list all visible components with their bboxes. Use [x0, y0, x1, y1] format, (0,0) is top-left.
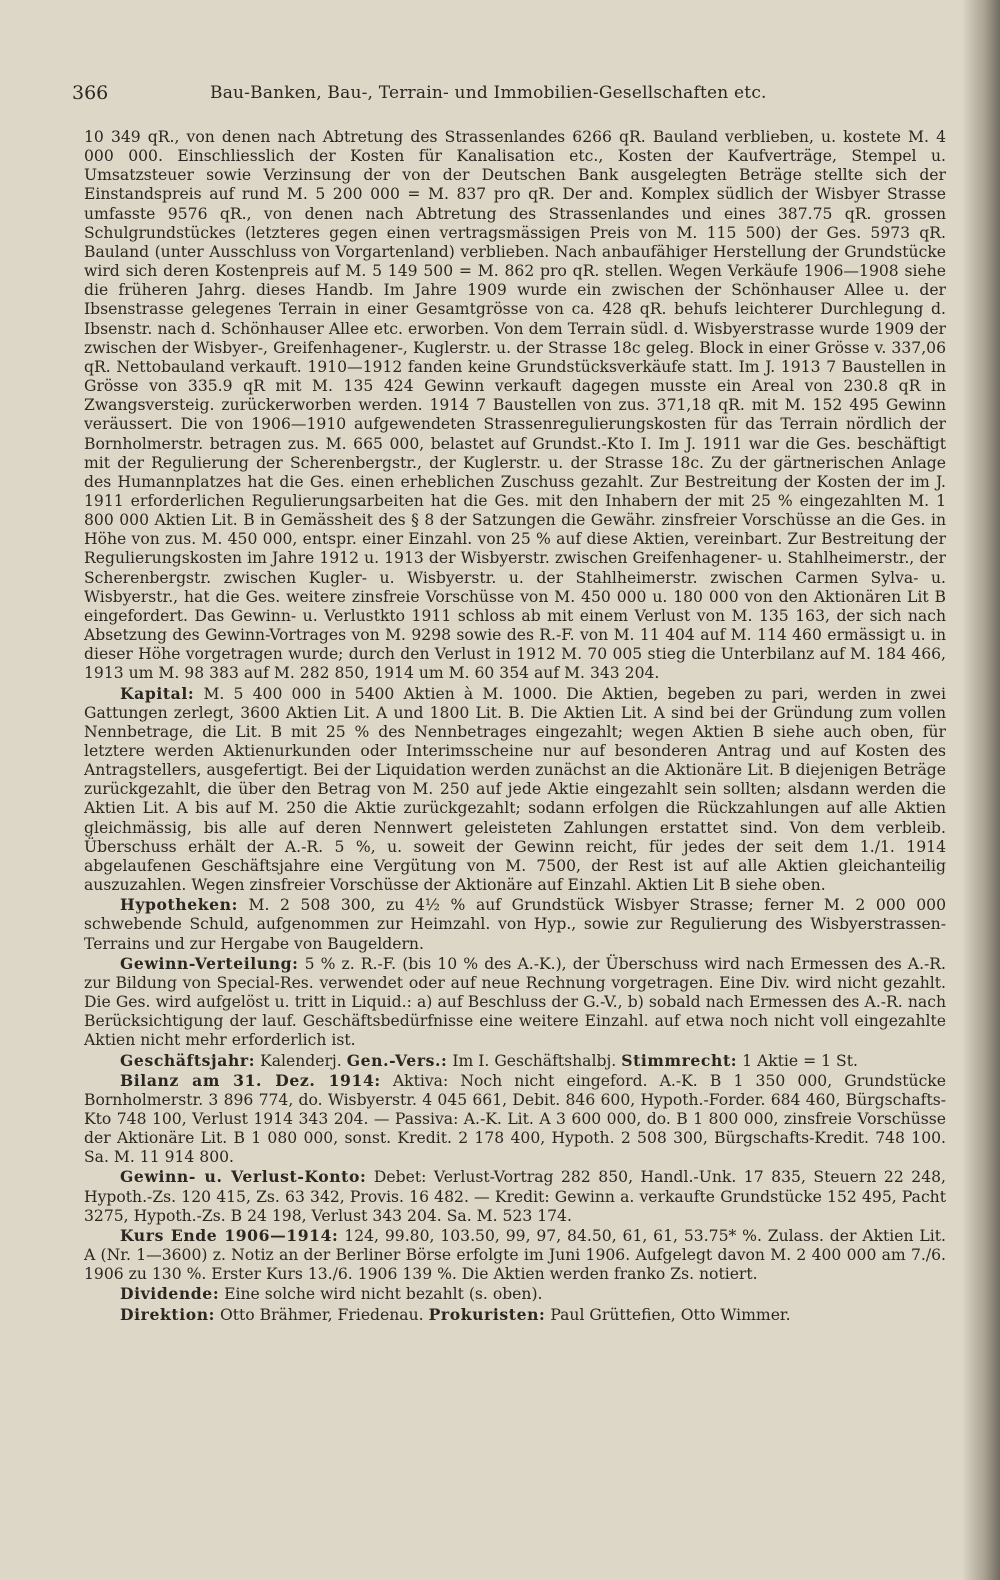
kapital-text: M. 5 400 000 in 5400 Aktien à M. 1000. Die Aktien, begeben zu pari, werden in zwei Gattungen zerlegt, 3600 Aktien Lit. A und 1800 Lit. B. Die Aktien Lit. A sind bei der Gründung zum vollen Nennbetrage, die Lit. B mit 25 % des Nennbetrages eingezahlt; wegen Aktien B siehe auch oben, für letztere werden Aktienurkunden oder Interimsscheine nur auf besonderen Antrag und auf Kosten des Antragstellers, ausgefertigt. Bei der Liquidation werden zunächst an die Aktionäre Lit. B diejenigen Beträge zurückgezahlt, die über den Betrag von M. 250 auf jede Aktie eingezahlt sein sollten; alsdann werden die Aktien Lit. A bis auf M. 250 die Aktie zurückgezahlt; sodann erfolgen die Rückzahlungen auf alle Aktien gleichmässig, bis alle auf deren Nennwert geleisteten Zahlungen erstattet sind. Von dem verbleib. Überschuss erhält der A.-R. 5 %, u. soweit der Gewinn reicht, für jedes der seit dem 1./1. 1914 abgelaufenen Geschäftsjahre eine Vergütung von M. 7500, der Rest ist auf alle Aktien gleichanteilig auszuzahlen. Wegen zinsfreier Vorschüsse der Aktionäre auf Einzahl. Aktien Lit B siehe oben. [84, 684, 946, 895]
direktion-text: Otto Brähmer, Friedenau. [215, 1305, 429, 1324]
stimmrecht-text: 1 Aktie = 1 St. [737, 1051, 858, 1070]
paragraph-terrain: 10 349 qR., von denen nach Abtretung des Strassenlandes 6266 qR. Bauland verblieben, u. kostete M. 4 000 000. Einschliesslich der Kosten für Kanalisation etc., Kosten der Kaufverträge, Stempel u. Umsatzsteuer sowie Verzinsung der von der Deutschen Bank ausgelegten Beträge stellte sich der Einstandspreis auf rund M. 5 200 000 = M. 837 pro qR. Der and. Komplex südlich der Wisbyer Strasse umfasste 9576 qR., von denen nach Abtretung des Strassenlandes und eines 387.75 qR. grossen Schulgrundstückes (letzteres gegen einen vertragsmässigen Preis von M. 115 500) der Ges. 5973 qR. Bauland (unter Ausschluss von Vorgartenland) verblieben. Nach anbaufähiger Herstellung der Grundstücke wird sich deren Kostenpreis auf M. 5 149 500 = M. 862 pro qR. stellen. Wegen Verkäufe 1906—1908 siehe die früheren Jahrg. dieses Handb. Im Jahre 1909 wurde ein zwischen der Schönhauser Allee u. der Ibsenstrasse gelegenes Terrain in einer Gesamtgrösse von ca. 428 qR. behufs leichterer Durchlegung d. Ibsenstr. nach d. Schönhauser Allee etc. erworben. Von dem Terrain südl. d. Wisbyerstrasse wurde 1909 der zwischen der Wisbyer-, Greifenhagener-, Kuglerstr. u. der Strasse 18c geleg. Block in einer Grösse v. 337,06 qR. Nettobauland verkauft. 1910—1912 fanden keine Grundstücksverkäufe statt. Im J. 1913 7 Baustellen in Grösse von 335.9 qR mit M. 135 424 Gewinn verkauft dagegen musste ein Areal von 230.8 qR in Zwangsversteig. zurückerworben werden. 1914 7 Baustellen von zus. 371,18 qR. mit M. 152 495 Gewinn veräussert. Die von 1906—1910 aufgewendeten Strassenregulierungskosten für das Terrain nördlich der Bornholmerstr. betragen zus. M. 665 000, belastet auf Grundst.-Kto I. Im J. 1911 war die Ges. beschäftigt mit der Regulierung der Scherenbergstr., der Kuglerstr. u. der Strasse 18c. Zu der gärtnerischen Anlage des Humannplatzes hat die Ges. einen erheblichen Zuschuss gezahlt. Zur Bestreitung der Kosten der im J. 1911 erforderlichen Regulierungsarbeiten hat die Ges. mit den Inhabern der mit 25 % eingezahlten M. 1 800 000 Aktien Lit. B in Gemässheit des § 8 der Satzungen die Gewähr. zinsfreier Vorschüsse an die Ges. in Höhe von zus. M. 450 000, entspr. einer Einzahl. von 25 % auf diese Aktien, vereinbart. Zur Bestreitung der Regulierungskosten im Jahre 1912 u. 1913 der Wisbyerstr. zwischen Greifenhagener- u. Stahlheimerstr., der Scherenbergstr. zwischen Kugler- u. Wisbyerstr. u. der Stahlheimerstr. zwischen Carmen Sylva- u. Wisbyerstr., hat die Ges. weitere zinsfreie Vorschüsse von M. 450 000 u. 180 000 von den Aktionären Lit B eingefordert. Das Gewinn- u. Verlustkto 1911 schloss ab mit einem Verlust von M. 135 163, der sich nach Absetzung des Gewinn-Vortrages von M. 9298 sowie des R.-F. von M. 11 404 auf M. 114 460 ermässigt u. in dieser Höhe vorgetragen wurde; durch den Verlust in 1912 M. 70 005 stieg die Unterbilanz auf M. 184 466, 1913 um M. 98 383 auf M. 282 850, 1914 um M. 60 354 auf M. 343 204. [84, 128, 946, 683]
prokuristen-text: Paul Grüttefien, Otto Wimmer. [545, 1305, 791, 1324]
paragraph-kurs [84, 1226, 946, 1284]
paragraph-gewinn-verlust [84, 1167, 946, 1225]
bilanz-heading: Bilanz am 31. Dez. 1914: [120, 1070, 381, 1090]
gen-vers-heading: Gen.-Vers.: [346, 1050, 448, 1070]
direktion-heading: Direktion: [120, 1304, 216, 1324]
paragraph-dividende [84, 1284, 946, 1304]
gewinn-verteilung-text: 5 % z. R.-F. (bis 10 % des A.-K.), der Überschuss wird nach Ermessen des A.-R. zur Bildung von Special-Res. verwendet oder auf neue Rechnung vorgetragen. Eine Div. wird nicht gezahlt. Die Ges. wird aufgelöst u. tritt in Liquid.: a) auf Beschluss der G.-V., b) sobald nach Ermessen des A.-R. nach Berücksichtigung der lauf. Geschäftsbedürfnisse eine weitere Einzahl. auf etwa noch nicht voll eingezahlte Aktien nicht mehr erforderlich ist. [84, 954, 946, 1050]
gewinn-verlust-heading: Gewinn- u. Verlust-Konto: [120, 1167, 367, 1187]
kurs-heading: Kurs Ende 1906—1914: [120, 1225, 339, 1245]
hypotheken-heading: Hypotheken: [120, 895, 238, 915]
gewinn-verlust-text: Debet: Verlust-Vortrag 282 850, Handl.-Unk. 17 835, Steuern 22 248, Hypoth.-Zs. 120 415, Zs. 63 342, Provis. 16 482. — Kredit: Gewinn a. verkaufte Grundstücke 152 495, Pacht 3275, Hypoth.-Zs. B 24 198, Verlust 343 204. Sa. M. 523 174. [84, 1168, 946, 1225]
paragraph-kapital [84, 684, 946, 896]
gen-vers-text: Im I. Geschäftshalbj. [447, 1051, 622, 1070]
page-number: 366 [72, 82, 109, 104]
kapital-heading: Kapital: [120, 683, 195, 703]
geschaeftsjahr-heading: Geschäftsjahr: [120, 1050, 256, 1070]
prokuristen-heading: Prokuristen: [428, 1304, 546, 1324]
kurs-text: 124, 99.80, 103.50, 99, 97, 84.50, 61, 61, 53.75* %. Zulass. der Aktien Lit. A (Nr. 1—3600) z. Notiz an der Berliner Börse erfolgte im Juni 1906. Aufgelegt davon M. 2 400 000 am 7./6. 1906 zu 130 %. Erster Kurs 13./6. 1906 139 %. Die Aktien werden franko Zs. notiert. [84, 1226, 946, 1284]
paragraph-direktion [84, 1305, 946, 1325]
running-title: Bau-Banken, Bau-, Terrain- und Immobilien-Gesellschaften etc. [210, 83, 767, 103]
dividende-heading: Dividende: [120, 1284, 220, 1304]
bilanz-text: Aktiva: Noch nicht eingeford. A.-K. B 1 350 000, Grundstücke Bornholmerstr. 3 896 774, do. Wisbyerstr. 4 045 661, Debit. 846 600, Hypoth.-Forder. 684 460, Bürgschafts-Kto 748 100, Verlust 1914 343 204. — Passiva: A.-K. Lit. A 3 600 000, do. B 1 800 000, zinsfreie Vorschüsse der Aktionäre Lit. B 1 080 000, sonst. Kredit. 2 178 400, Hypoth. 2 508 300, Bürgschafts-Kredit. 748 100. Sa. M. 11 914 800. [84, 1071, 946, 1167]
page-header [72, 80, 912, 106]
dividende-text: Eine solche wird nicht bezahlt (s. oben). [219, 1285, 543, 1304]
paragraph-geschaeftsjahr [84, 1051, 946, 1071]
paragraph-gewinn-verteilung [84, 954, 946, 1051]
gewinn-verteilung-heading: Gewinn-Verteilung: [120, 953, 299, 973]
body-text [84, 128, 946, 1325]
hypotheken-text: M. 2 508 300, zu 4½ % auf Grundstück Wisbyer Strasse; ferner M. 2 000 000 schwebende Schuld, aufgenommen zur Heimzahl. von Hyp., sowie zur Regulierung des Wisbyerstrassen-Terrains und zur Hergabe von Baugeldern. [84, 896, 946, 953]
paragraph-bilanz [84, 1071, 946, 1168]
stimmrecht-heading: Stimmrecht: [621, 1050, 738, 1070]
paragraph-hypotheken [84, 895, 946, 953]
geschaeftsjahr-text: Kalenderj. [255, 1051, 347, 1070]
